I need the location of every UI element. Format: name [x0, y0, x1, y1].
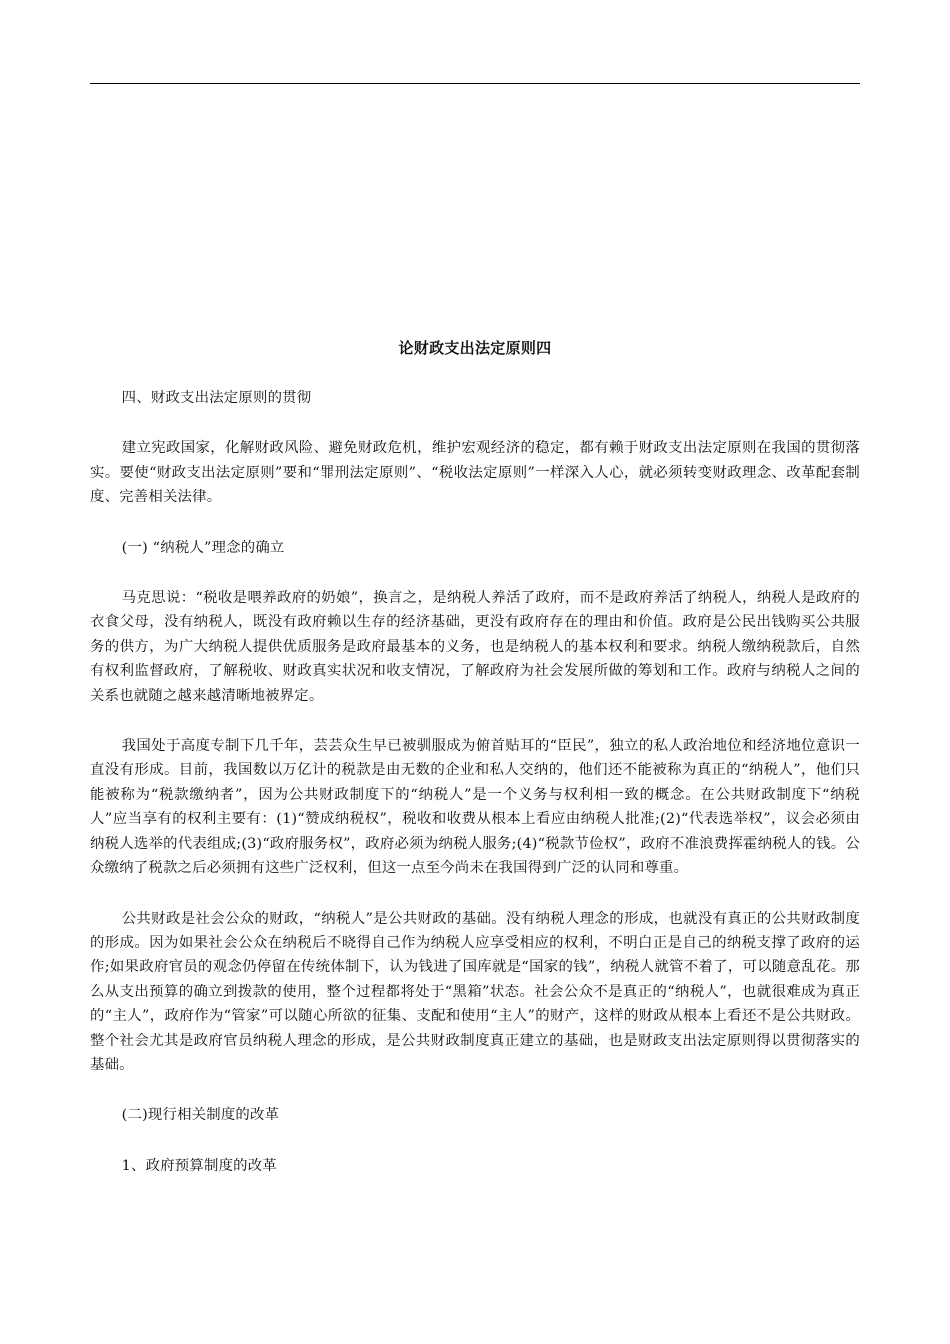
document-title: 论财政支出法定原则四	[398, 339, 552, 357]
document-body	[90, 336, 860, 1204]
header-rule	[90, 83, 860, 84]
paragraph-taxpayer-rights: 我国处于高度专制下几千年，芸芸众生早已被驯服成为俯首贴耳的“臣民”，独立的私人政治地位和经济地位意识一直没有形成。目前，我国数以万亿计的税款是由无数的企业和私人交纳的，他们还不能被称为真正的“纳税人”，他们只能被称为“税款缴纳者”，因为公共财政制度下的“纳税人”是一个义务与权利相一致的概念。在公共财政制度下“纳税人”应当享有的权利主要有：(1)“赞成纳税权”，税收和收费从根本上看应由纳税人批准;(2)“代表选举权”，议会必须由纳税人选举的代表组成;(3)“政府服务权”，政府必须为纳税人服务;(4)“税款节俭权”，政府不准浪费挥霍纳税人的钱。公众缴纳了税款之后必须拥有这些广泛权利，但这一点至今尚未在我国得到广泛的认同和尊重。	[90, 738, 860, 877]
subsection-heading-taxpayer-concept: (一) “纳税人”理念的确立	[121, 539, 285, 556]
paragraph-intro: 建立宪政国家，化解财政风险、避免财政危机，维护宏观经济的稳定，都有赖于财政支出法定原则在我国的贯彻落实。要使“财政支出法定原则”要和“罪刑法定原则”、“税收法定原则”一样深入人心，就必须转变财政理念、改革配套制度、完善相关法律。	[90, 440, 860, 506]
paragraph-public-finance: 公共财政是社会公众的财政，“纳税人”是公共财政的基础。没有纳税人理念的形成，也就没有真正的公共财政制度的形成。因为如果社会公众在纳税后不晓得自己作为纳税人应享受相应的权利，不明白正是自己的纳税支撑了政府的运作;如果政府官员的观念仍停留在传统体制下，认为钱进了国库就是“国家的钱”，纳税人就管不着了，可以随意乱花。那么从支出预算的确立到拨款的使用，整个过程都将处于“黑箱”状态。社会公众不是真正的“纳税人”，也就很难成为真正的“主人”，政府作为“管家”可以随心所欲的征集、支配和使用“主人”的财产，这样的财政从根本上看还不是公共财政。整个社会尤其是政府官员纳税人理念的形成，是公共财政制度真正建立的基础，也是财政支出法定原则得以贯彻落实的基础。	[90, 910, 860, 1073]
subsection-heading-reform: (二)现行相关制度的改革	[121, 1107, 280, 1124]
paragraph-marx-quote: 马克思说：“税收是喂养政府的奶娘”，换言之，是纳税人养活了政府，而不是政府养活了纳税人，纳税人是政府的衣食父母，没有纳税人，既没有政府赖以生存的经济基础，更没有政府存在的理由和价值。政府是公民出钱购买公共服务的供方，为广大纳税人提供优质服务是政府最基本的义务，也是纳税人的基本权利和要求。纳税人缴纳税款后，自然有权利监督政府，了解税收、财政真实状况和收支情况，了解政府为社会发展所做的筹划和工作。政府与纳税人之间的关系也就随之越来越清晰地被界定。	[90, 590, 860, 704]
section-heading-implementation: 四、财政支出法定原则的贯彻	[121, 390, 312, 406]
subsection-heading-budget-reform: 1、政府预算制度的改革	[121, 1157, 277, 1174]
